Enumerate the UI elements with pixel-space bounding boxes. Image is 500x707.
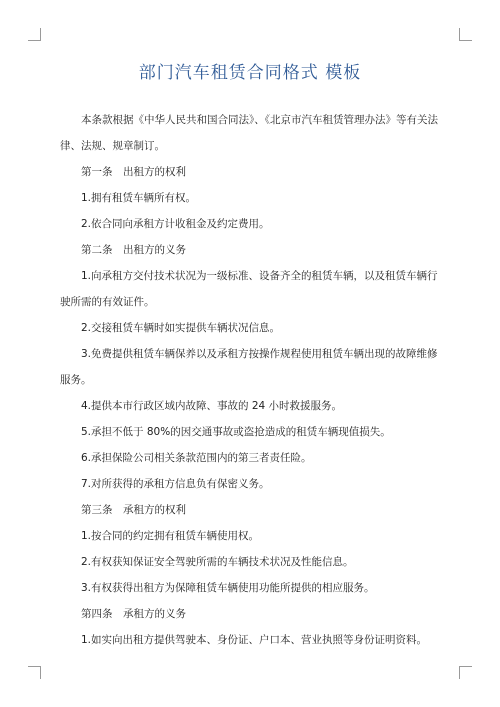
clause-item: 1.如实向出租方提供驾驶本、身份证、户口本、营业执照等身份证明资料。 (81, 634, 428, 646)
clause-item: 1.按合同的约定拥有租赁车辆使用权。 (81, 530, 260, 542)
document-page (60, 58, 440, 653)
crop-mark-bottom-right (459, 666, 472, 679)
clause-item: 1.向承租方交付技术状况为一级标准、设备齐全的租赁车辆，以及租赁车辆行驶所需的有效证件。 (60, 270, 438, 308)
crop-mark-bottom-left (28, 666, 41, 679)
clause-item: 7.对所获得的承租方信息负有保密义务。 (81, 478, 270, 490)
clauses (60, 159, 440, 653)
clause-item: 3.免费提供租赁车辆保养以及承租方按操作规程使用租赁车辆出现的故障维修服务。 (60, 348, 438, 386)
clause-item: 3.有权获得出租方为保障租赁车辆使用功能所提供的相应服务。 (81, 582, 375, 594)
clause-heading: 第三条 承租方的权利 (81, 504, 186, 516)
clause-item: 6.承担保险公司相关条款范围内的第三者责任险。 (81, 452, 312, 464)
clause-heading: 第二条 出租方的义务 (81, 244, 186, 256)
intro-paragraph: 本条款根据《中华人民共和国合同法》、《北京市汽车租赁管理办法》等有关法律、法规、规章制订。 (60, 114, 438, 152)
clause-item: 5.承担不低于 80%的因交通事故或盗抢造成的租赁车辆现值损失。 (81, 426, 391, 438)
clause-heading: 第一条 出租方的权利 (81, 166, 186, 178)
crop-mark-top-left (28, 28, 41, 41)
clause-item: 2.有权获知保证安全驾驶所需的车辆技术状况及性能信息。 (81, 556, 354, 568)
document-title: 部门汽车租赁合同格式 模板 (138, 63, 362, 83)
clause-item: 2.依合同向承租方计收租金及约定费用。 (81, 218, 270, 230)
crop-mark-top-right (459, 28, 472, 41)
clause-heading: 第四条 承租方的义务 (81, 608, 186, 620)
clause-item: 1.拥有租赁车辆所有权。 (81, 192, 197, 204)
clause-item: 2.交接租赁车辆时如实提供车辆状况信息。 (81, 322, 281, 334)
clause-item: 4.提供本市行政区域内故障、事故的 24 小时救援服务。 (81, 400, 343, 412)
